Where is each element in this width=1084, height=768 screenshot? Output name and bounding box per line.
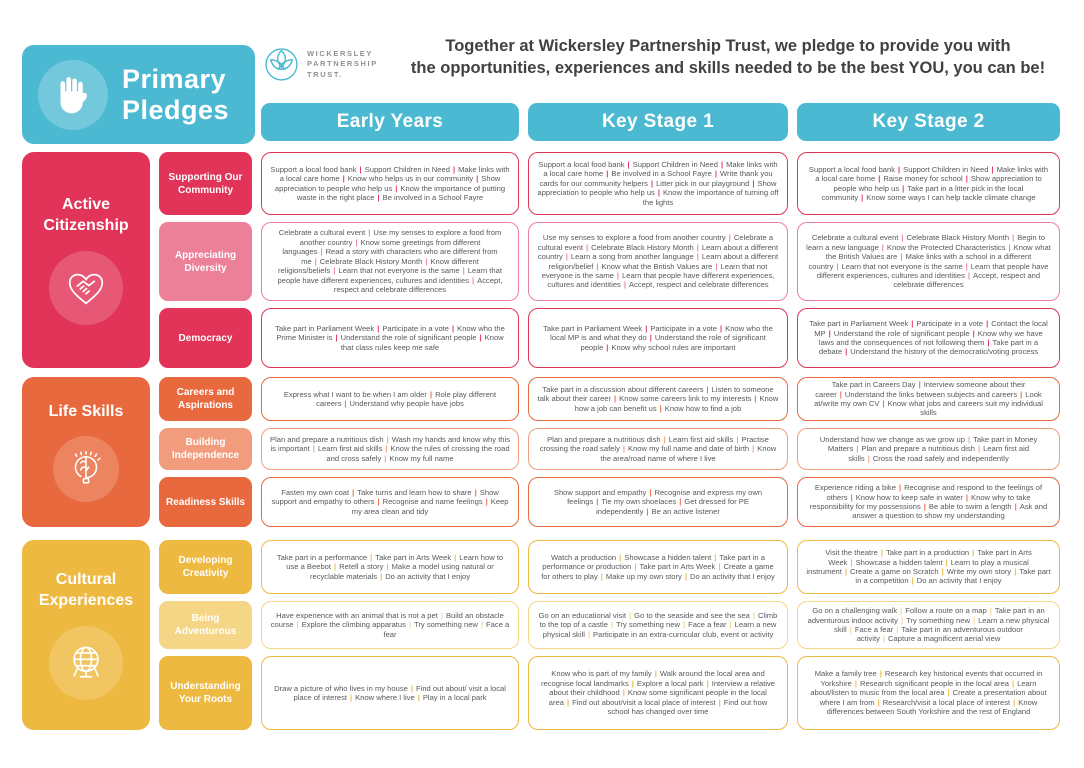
- handshake-heart-icon: [49, 251, 123, 325]
- row-label-democracy: Democracy: [159, 308, 252, 368]
- pledge-cell-active-citizenship-democracy-key-stage-1: Take part in Parliament Week | Participate in a vote | Know who the local MP is and what they do | Understand the role of significant people | Know why school rules are important: [528, 308, 788, 368]
- row-label-supporting-our-community: Supporting Our Community: [159, 152, 252, 215]
- pledge-cell-active-citizenship-supporting-our-community-key-stage-2: Support a local food bank | Support Children in Need | Make links with a local care home | Raise money for school | Show appreciation to people who help us | Take part in a litter pick in the local community | Know some ways I can help tackle climate change: [797, 152, 1060, 215]
- pledge-cell-cultural-experiences-being-adventurous-early-years: Have experience with an animal that is not a pet | Build an obstacle course | Explore the climbing apparatus | Try something new | Face a fear: [261, 601, 519, 649]
- globe-icon: [49, 626, 123, 700]
- pledge-cell-cultural-experiences-developing-creativity-key-stage-2: Visit the theatre | Take part in a production | Take part in Arts Week | Showcase a hidden talent | Learn to play a musical instrument | Create a game on Scratch | Write my own story | Take part in a competition | Do an activity that I enjoy: [797, 540, 1060, 594]
- pledge-cell-life-skills-building-independence-key-stage-2: Understand how we change as we grow up | Take part in Money Matters | Plan and prepare a nutritious dish | Learn first aid skills | Cross the road safely and independently: [797, 428, 1060, 470]
- pledge-cell-life-skills-readiness-skills-early-years: Fasten my own coat | Take turns and learn how to share | Show support and empathy to others | Recognise and name feelings | Keep my area clean and tidy: [261, 477, 519, 527]
- section-title: Cultural Experiences: [38, 571, 134, 609]
- section-title: Life Skills: [48, 402, 124, 420]
- pledge-cell-cultural-experiences-understanding-your-roots-early-years: Draw a picture of who lives in my house | Find out about/ visit a local place of interest | Know where I live | Play in a local park: [261, 656, 519, 730]
- column-header-key-stage-1: Key Stage 1: [528, 103, 788, 141]
- pledge-cell-active-citizenship-supporting-our-community-key-stage-1: Support a local food bank | Support Children in Need | Make links with a local care home | Be involved in a School Fayre | Write thank you cards for our community helpers | Litter pick in our playground | Show appreciation to people who help us | Know the importance of turning off the lights: [528, 152, 788, 215]
- row-label-readiness-skills: Readiness Skills: [159, 477, 252, 527]
- pledge-cell-cultural-experiences-understanding-your-roots-key-stage-2: Make a family tree | Research key historical events that occurred in Yorkshire | Research significant people in the local area | Learn about/listen to music from the local area | Create a presentation about where I am from | Research/visit a local place of interest | Know differences between South Yorkshire and the rest of England: [797, 656, 1060, 730]
- section-header-cultural-experiences: [22, 540, 150, 730]
- pledge-cell-life-skills-careers-and-aspirations-key-stage-2: Take part in Careers Day | Interview someone about their career | Understand the links between subjects and careers | Look at/write my own CV | Know what jobs and careers suit my individual skills: [797, 377, 1060, 421]
- section-header-active-citizenship: [22, 152, 150, 368]
- pledge-cell-life-skills-building-independence-early-years: Plan and prepare a nutritious dish | Wash my hands and know why this is important | Learn first aid skills | Know the rules of crossing the road and cross safely | Know my full name: [261, 428, 519, 470]
- logo-line3: TRUST.: [307, 69, 343, 79]
- headline-line1: Together at Wickersley Partnership Trust, we pledge to provide you with: [445, 37, 1011, 55]
- pledge-cell-life-skills-readiness-skills-key-stage-2: Experience riding a bike | Recognise and respond to the feelings of others | Know how to keep safe in water | Know why to take responsibility for my possessions | Be able to swim a length | Ask and answer a question to show my understanding: [797, 477, 1060, 527]
- pledge-cell-life-skills-building-independence-key-stage-1: Plan and prepare a nutritious dish | Learn first aid skills | Practise crossing the road safely | Know my full name and date of birth | Know the area/road name of where I live: [528, 428, 788, 470]
- pledge-cell-active-citizenship-democracy-key-stage-2: Take part in Parliament Week | Participate in a vote | Contact the local MP | Understand the role of significant people | Know why we have laws and the consequences of not following them | Take part in a debate | Understand the history of the democratic/voting process: [797, 308, 1060, 368]
- pledge-cell-life-skills-careers-and-aspirations-early-years: Express what I want to be when I am older | Role play different careers | Understand why people have jobs: [261, 377, 519, 421]
- pledge-cell-active-citizenship-democracy-early-years: Take part in Parliament Week | Participate in a vote | Know who the Prime Minister is | Understand the role of significant people | Know that class rules keep me safe: [261, 308, 519, 368]
- headline-line2: the opportunities, experiences and skills needed to be the best YOU, you can be!: [410, 58, 1046, 77]
- row-label-being-adventurous: Being Adventurous: [159, 601, 252, 649]
- row-label-developing-creativity: Developing Creativity: [159, 540, 252, 594]
- pledge-cell-cultural-experiences-being-adventurous-key-stage-1: Go on an educational visit | Go to the seaside and see the sea | Climb to the top of a castle | Try something new | Face a fear | Learn a new physical skill | Participate in an extra-curricular club, event or activity: [528, 601, 788, 649]
- pledge-cell-cultural-experiences-developing-creativity-key-stage-1: Watch a production | Showcase a hidden talent | Take part in a performance or production | Take part in Arts Week | Create a game for others to play | Make up my own story | Do an activity that I enjoy: [528, 540, 788, 594]
- pledge-cell-cultural-experiences-being-adventurous-key-stage-2: Go on a challenging walk | Follow a route on a map | Take part in an adventurous indoor activity | Try something new | Learn a new physical skill | Face a fear | Take part in an adventurous outdoor activity | Capture a magnificent aerial view: [797, 601, 1060, 649]
- pledge-cell-cultural-experiences-developing-creativity-early-years: Take part in a performance | Take part in Arts Week | Learn how to use a Beebot | Retell a story | Make a model using natural or recyclable materials | Do an activity that I enjoy: [261, 540, 519, 594]
- row-label-building-independence: Building Independence: [159, 428, 252, 470]
- section-life-skills: [22, 377, 1062, 527]
- column-header-key-stage-2: Key Stage 2: [797, 103, 1060, 141]
- row-label-understanding-your-roots: Understanding Your Roots: [159, 656, 252, 730]
- logo-line2: PARTNERSHIP: [307, 59, 378, 69]
- pledge-cell-active-citizenship-appreciating-diversity-key-stage-2: Celebrate a cultural event | Celebrate Black History Month | Begin to learn a new language | Know the Protected Characteristics | Know what the British Values are | Make links with a school in a different country | Learn that not everyone is the same | Learn that people have different experiences, cultures and identities | Accept, respect and celebrate differences: [797, 222, 1060, 301]
- pledge-headline: [384, 36, 1072, 80]
- column-header-early-years: Early Years: [261, 103, 519, 141]
- pledge-cell-cultural-experiences-understanding-your-roots-key-stage-1: Know who is part of my family | Walk around the local area and recognise local landmarks | Explore a local park | Interview a relative about their childhood | Know some significant people in the local area | Find out about/visit a local place of interest | Find out how school has changed over time: [528, 656, 788, 730]
- pledge-cell-active-citizenship-appreciating-diversity-early-years: Celebrate a cultural event | Use my senses to explore a food from another country | Know some greetings from different languages | Read a story with characters who are different from me | Celebrate Black History Month | Know different religions/beliefs | Learn that not everyone is the same | Learn that people have different experiences, cultures and identities | Accept, respect and celebrate differences: [261, 222, 519, 301]
- brand-title-line2: Pledges: [122, 94, 230, 125]
- logo-line1: WICKERSLEY: [307, 49, 374, 59]
- pledge-cell-life-skills-readiness-skills-key-stage-1: Show support and empathy | Recognise and express my own feelings | Tie my own shoelaces | Get dressed for PE independently | Be an active listener: [528, 477, 788, 527]
- trust-logo: [263, 46, 378, 83]
- section-cultural-experiences: [22, 540, 1062, 730]
- pledge-cell-active-citizenship-appreciating-diversity-key-stage-1: Use my senses to explore a food from another country | Celebrate a cultural event | Celebrate Black History Month | Learn about a different country | Learn a song from another language | Learn about a different religion/belief | Know what the British Values are | Learn that not everyone is the same | Learn that people have different experiences, cultures and identities | Accept, respect and celebrate differences: [528, 222, 788, 301]
- column-headers: [22, 103, 1062, 141]
- trust-logo-text: [307, 49, 378, 79]
- pledge-cell-active-citizenship-supporting-our-community-early-years: Support a local food bank | Support Children in Need | Make links with a local care home | Know who helps us in our community | Show appreciation to people who help us | Know the importance of putting waste in the right place | Be involved in a School Fayre: [261, 152, 519, 215]
- pledge-cell-life-skills-careers-and-aspirations-key-stage-1: Take part in a discussion about different careers | Listen to someone talk about their career | Know some careers link to my interests | Know how a job can benefit us | Know how to find a job: [528, 377, 788, 421]
- row-label-careers-and-aspirations: Careers and Aspirations: [159, 377, 252, 421]
- row-label-appreciating-diversity: Appreciating Diversity: [159, 222, 252, 301]
- section-title: Active Citizenship: [43, 196, 129, 234]
- section-header-life-skills: [22, 377, 150, 527]
- brain-lightbulb-icon: [53, 436, 119, 502]
- trust-leaf-logo-icon: [263, 46, 300, 83]
- brand-title-line1: Primary: [122, 64, 227, 95]
- section-active-citizenship: [22, 152, 1062, 368]
